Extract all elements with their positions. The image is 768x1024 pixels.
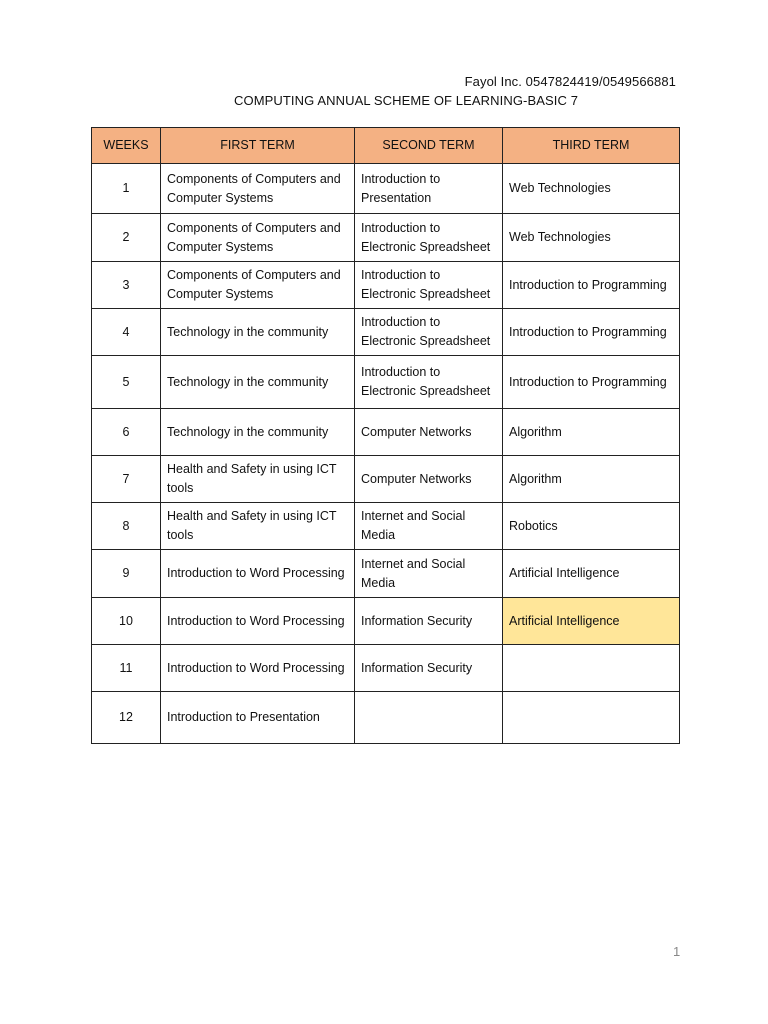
third-term-cell: Algorithm (503, 409, 680, 456)
scheme-table (91, 127, 680, 744)
third-term-cell: Web Technologies (503, 214, 680, 262)
third-term-cell: Artificial Intelligence (503, 550, 680, 598)
second-term-cell: Internet and Social Media (355, 550, 503, 598)
table-row (92, 503, 680, 550)
second-term-cell (355, 692, 503, 744)
first-term-cell: Components of Computers and Computer Systems (161, 164, 355, 214)
third-term-cell (503, 645, 680, 692)
first-term-cell: Technology in the community (161, 409, 355, 456)
third-term-cell: Web Technologies (503, 164, 680, 214)
table-row (92, 356, 680, 409)
third-term-cell: Introduction to Programming (503, 309, 680, 356)
first-term-cell: Health and Safety in using ICT tools (161, 456, 355, 503)
table-row (92, 409, 680, 456)
table-row (92, 309, 680, 356)
week-cell: 6 (92, 409, 161, 456)
first-term-cell: Introduction to Word Processing (161, 550, 355, 598)
week-cell: 12 (92, 692, 161, 744)
third-term-cell: Algorithm (503, 456, 680, 503)
second-term-cell: Internet and Social Media (355, 503, 503, 550)
header-first-term: FIRST TERM (161, 128, 355, 164)
page-number: 1 (673, 944, 681, 959)
week-cell: 10 (92, 598, 161, 645)
page-title: COMPUTING ANNUAL SCHEME OF LEARNING-BASIC 7 (234, 93, 579, 108)
week-cell: 2 (92, 214, 161, 262)
second-term-cell: Computer Networks (355, 456, 503, 503)
week-cell: 8 (92, 503, 161, 550)
week-cell: 7 (92, 456, 161, 503)
second-term-cell: Introduction to Electronic Spreadsheet (355, 262, 503, 309)
table-row (92, 645, 680, 692)
second-term-cell: Introduction to Electronic Spreadsheet (355, 309, 503, 356)
second-term-cell: Introduction to Electronic Spreadsheet (355, 356, 503, 409)
first-term-cell: Health and Safety in using ICT tools (161, 503, 355, 550)
third-term-cell: Introduction to Programming (503, 262, 680, 309)
first-term-cell: Components of Computers and Computer Systems (161, 214, 355, 262)
third-term-cell: Robotics (503, 503, 680, 550)
header-second-term: SECOND TERM (355, 128, 503, 164)
first-term-cell: Introduction to Word Processing (161, 645, 355, 692)
table-header-row (92, 128, 680, 164)
table-row (92, 214, 680, 262)
week-cell: 11 (92, 645, 161, 692)
second-term-cell: Introduction to Electronic Spreadsheet (355, 214, 503, 262)
third-term-cell: Artificial Intelligence (503, 598, 680, 645)
week-cell: 4 (92, 309, 161, 356)
table-body (92, 164, 680, 744)
table-row (92, 598, 680, 645)
third-term-cell: Introduction to Programming (503, 356, 680, 409)
second-term-cell: Computer Networks (355, 409, 503, 456)
table-row (92, 692, 680, 744)
week-cell: 1 (92, 164, 161, 214)
first-term-cell: Components of Computers and Computer Systems (161, 262, 355, 309)
first-term-cell: Technology in the community (161, 309, 355, 356)
third-term-cell (503, 692, 680, 744)
table-row (92, 456, 680, 503)
first-term-cell: Technology in the community (161, 356, 355, 409)
week-cell: 9 (92, 550, 161, 598)
table-row (92, 164, 680, 214)
second-term-cell: Information Security (355, 645, 503, 692)
second-term-cell: Information Security (355, 598, 503, 645)
table-row (92, 262, 680, 309)
first-term-cell: Introduction to Word Processing (161, 598, 355, 645)
company-contact: Fayol Inc. 0547824419/0549566881 (464, 74, 676, 89)
week-cell: 5 (92, 356, 161, 409)
header-weeks: WEEKS (92, 128, 161, 164)
week-cell: 3 (92, 262, 161, 309)
first-term-cell: Introduction to Presentation (161, 692, 355, 744)
table-row (92, 550, 680, 598)
second-term-cell: Introduction to Presentation (355, 164, 503, 214)
header-third-term: THIRD TERM (503, 128, 680, 164)
